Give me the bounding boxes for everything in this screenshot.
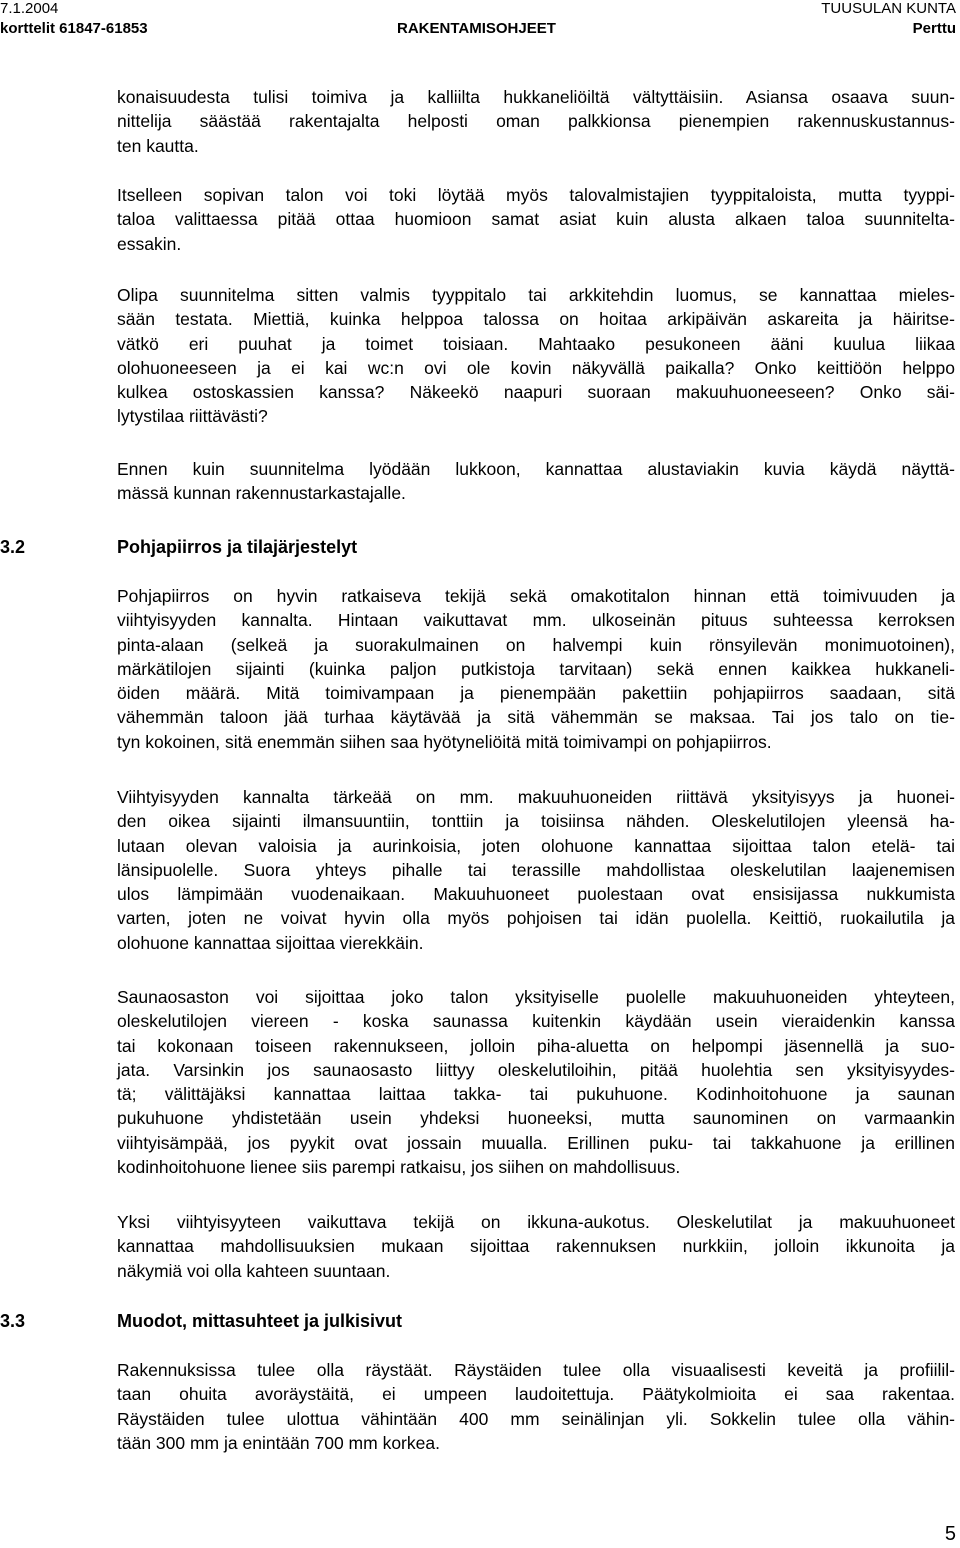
text-line: taan ohuita avoräystäitä, ei umpeen laudoitettuja. Päätykolmioita ei saa rakentaa. [117, 1384, 955, 1405]
text-line: Rakennuksissa tulee olla räystäät. Räystäiden tulee olla visuaalisesti keveitä ja profiilil- [117, 1360, 955, 1380]
text-line: tään 300 mm ja enintään 700 mm korkea. [117, 1432, 440, 1453]
body-paragraph [117, 985, 955, 1179]
text-line: varten, joten ne voivat hyvin olla myös pohjoisen tai idän puolella. Keittiö, ruokailutila ja [117, 908, 955, 929]
header-date: 7.1.2004 [0, 0, 59, 17]
text-line: kannattaa mahdollisuuksien mukaan sijoittaa rakennuksen nurkkiin, jolloin ikkunoita ja [117, 1236, 955, 1257]
body-paragraph [117, 1358, 955, 1455]
text-line: Räystäiden tulee ulottua vähintään 400 mm seinälinjan yli. Sokkelin tulee olla vähin- [117, 1408, 955, 1429]
text-line: konaisuudesta tulisi toimiva ja kalliilta hukkaneliöiltä vältyttäisiin. Asiansa osaava suun- [117, 87, 955, 107]
text-line: jata. Varsinkin jos saunaosasto liittyy oleskelutiloihin, pitää huolehtia sen yksityisyydes- [117, 1059, 955, 1080]
text-line: nittelija säästää rakentajalta helposti oman palkkionsa pienempien rakennuskustannus- [117, 111, 955, 132]
text-line: kulkea ostoskassien kanssa? Näkeekö naapuri suoraan makuuhuoneeseen? Onko säi- [117, 382, 955, 403]
text-line: tai kokonaan toiseen rakennukseen, jolloin piha-aluetta on helpompi jäsennellä ja suo- [117, 1035, 955, 1056]
text-line: taloa valittaessa pitää ottaa huomioon samat asiat kuin alusta alkaen taloa suunnitelta- [117, 209, 955, 230]
text-line: länsipuolelle. Suora yhteys pihalle tai terassille mahdollistaa oleskelutilan laajenemisen [117, 859, 955, 880]
text-line: ulos lämpimään vuodenaikaan. Makuuhuoneet puolestaan ovat ensisijassa nukkumista [117, 884, 955, 905]
text-line: Pohjapiirros on hyvin ratkaiseva tekijä sekä omakotitalon hinnan että toimivuuden ja [117, 586, 955, 606]
header-plot: korttelit 61847-61853 [0, 20, 148, 37]
text-line: pukuhuone yhdistetään usein yhdeksi huoneeksi, mutta saunominen on varmaankin [117, 1108, 955, 1129]
section-number: 3.2 [0, 537, 26, 557]
text-line: sään testata. Miettiä, kuinka helppoa talossa on hoitaa arkipäivän askareita ja häiritse- [117, 309, 955, 330]
body-paragraph [117, 1210, 955, 1283]
text-line: olohuoneeseen ja ei kai wc:n ovi ole kovin näkyvällä paikalla? Onko keittiöön helppo [117, 357, 955, 378]
text-line: olohuone kannattaa sijoittaa vierekkäin. [117, 932, 424, 953]
section-heading: Pohjapiirros ja tilajärjestelyt [117, 537, 358, 557]
page-number: 5 [944, 1523, 956, 1545]
text-line: viihtyisyyden kannalta. Hintaan vaikuttavat mm. ulkoseinän pituus suhteessa kerroksen [117, 610, 955, 631]
section-heading: Muodot, mittasuhteet ja julkisivut [117, 1311, 403, 1331]
text-line: lutaan olevan valoisia ja aurinkoisia, joten olohuone kannattaa sijoittaa talon etelä- tai [117, 835, 955, 856]
section-number: 3.3 [0, 1311, 26, 1331]
text-line: viihtyisämpää, jos pyykit ovat jossain muualla. Erillinen puku- tai takkahuone ja erillinen [117, 1132, 955, 1153]
text-line: kodinhoitohuone lienee siis parempi ratkaisu, jos siihen on mahdollisuus. [117, 1157, 681, 1178]
text-line: oleskelutilojen viereen - koska saunassa kuitenkin käydään usein vieraidenkin kanssa [117, 1011, 955, 1032]
body-paragraph [117, 283, 955, 429]
text-line: Saunaosaston voi sijoittaa joko talon yksityiselle puolelle makuuhuoneiden yhteyteen, [117, 987, 955, 1007]
body-paragraph [117, 183, 955, 256]
text-line: essakin. [117, 233, 182, 254]
text-line: den oikea sijainti ilmansuuntiin, tonttiin ja toisiinsa nähden. Oleskelutilojen yleensä ha- [117, 811, 955, 832]
text-line: näkymiä voi olla kahteen suuntaan. [117, 1260, 391, 1281]
body-paragraph [117, 457, 955, 506]
text-line: tyn kokoinen, sitä enemmän siihen saa hyötyneliöitä mitä toimivampi on pohjapiirros. [117, 731, 772, 752]
text-line: Ennen kuin suunnitelma lyödään lukkoon, kannattaa alustaviakin kuvia käydä näyttä- [117, 459, 955, 479]
header-author: Perttu [912, 20, 956, 37]
body-paragraph [117, 584, 955, 754]
text-line: tä; välittäjäksi kannattaa laittaa takka- tai pukuhuone. Kodinhoitohuone ja saunan [117, 1084, 955, 1105]
text-line: Itselleen sopivan talon voi toki löytää myös talovalmistajien tyyppitaloista, mutta tyyppi- [117, 185, 955, 205]
header-document-title: RAKENTAMISOHJEET [397, 20, 556, 37]
body-paragraph [117, 85, 955, 158]
text-line: ten kautta. [117, 135, 199, 156]
text-line: vähemmän taloon jää turhaa käytävää ja sitä vähemmän se maksaa. Tai jos talo on tie- [117, 707, 955, 728]
text-line: lytystilaa riittävästi? [117, 406, 268, 427]
text-line: märkätilojen sijainti (kuinka paljon putkistoja tarvitaan) sekä ennen kaikkea hukkaneli- [117, 658, 955, 679]
text-line: öiden määrä. Mitä toimivampaan ja pienempään pakettiin pohjapiirros saadaan, sitä [117, 683, 955, 704]
body-paragraph [117, 785, 955, 955]
text-line: pinta-alaan (selkeä ja suorakulmainen on halvempi kuin rönsyilevän monimuotoinen), [117, 634, 955, 655]
text-line: Olipa suunnitelma sitten valmis tyyppitalo tai arkkitehdin luomus, se kannattaa mieles- [117, 285, 955, 305]
text-line: mässä kunnan rakennustarkastajalle. [117, 483, 406, 504]
header-municipality: TUUSULAN KUNTA [821, 0, 956, 17]
text-line: Viihtyisyyden kannalta tärkeää on mm. makuuhuoneiden riittävä yksityisyys ja huonei- [117, 787, 955, 807]
text-line: Yksi viihtyisyyteen vaikuttava tekijä on ikkuna-aukotus. Oleskelutilat ja makuuhuoneet [117, 1212, 955, 1232]
text-line: vätkö eri puuhat ja toimet toisiaan. Mahtaako pesukoneen ääni kuulua liikaa [117, 333, 955, 354]
